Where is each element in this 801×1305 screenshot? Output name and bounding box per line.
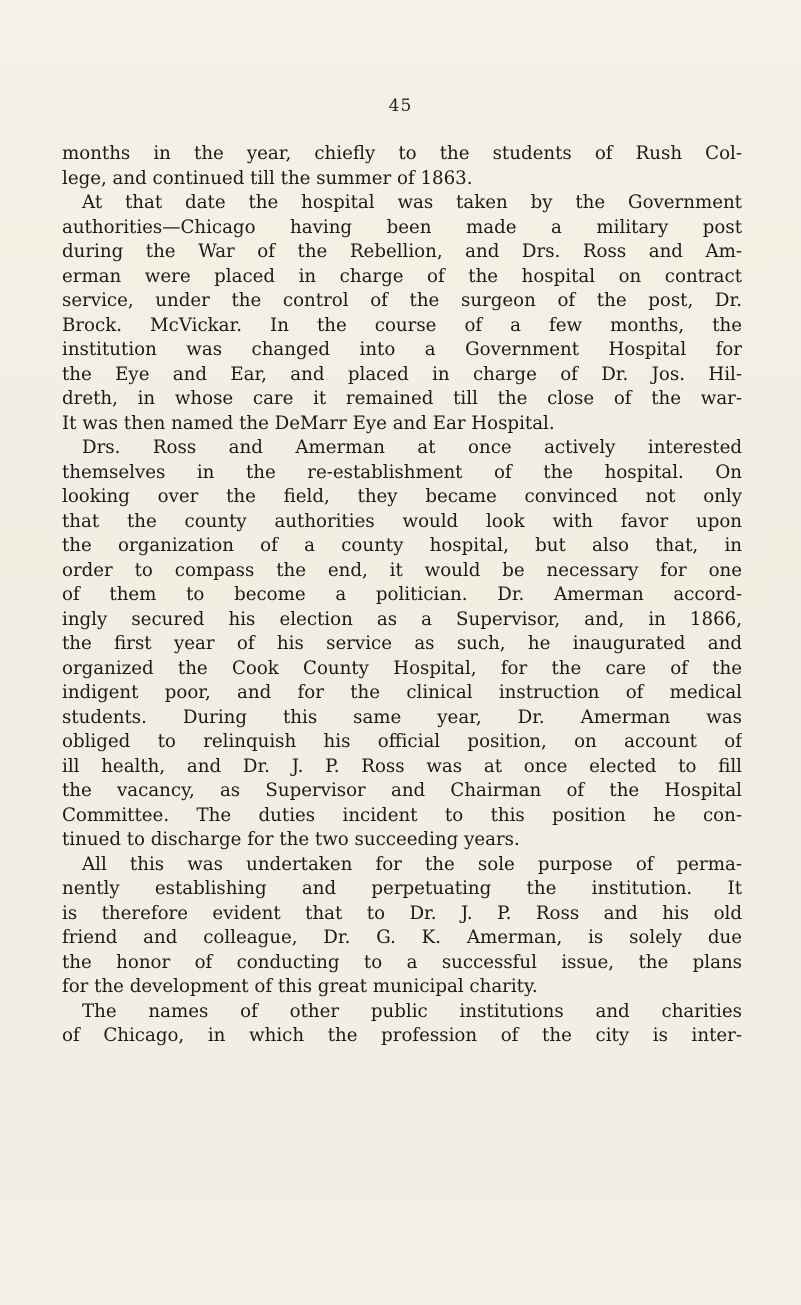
text-line: friend and colleague, Dr. G. K. Amerman, is solely due	[62, 927, 742, 948]
text-line: the organization of a county hospital, but also that, in	[62, 535, 742, 556]
text-line: organized the Cook County Hospital, for the care of the	[62, 657, 742, 679]
text-line: is therefore evident that to Dr. J. P. Ross and his old	[62, 902, 742, 924]
text-line: Committee. The duties incident to this position he con-	[62, 804, 742, 826]
text-line: the first year of his service as such, he inaugurated and	[62, 633, 742, 654]
text-line: authorities—Chicago having been made a military post	[62, 216, 742, 238]
text-line: looking over the field, they became convinced not only	[62, 486, 742, 507]
text-line: Brock. McVickar. In the course of a few months, the	[62, 314, 742, 336]
text-line: dreth, in whose care it remained till the close of the war-	[62, 388, 742, 409]
body-text	[62, 142, 742, 1049]
text-line: months in the year, chiefly to the students of Rush Col-	[62, 143, 742, 164]
text-line: lege, and continued till the summer of 1863.	[62, 167, 473, 189]
text-line: ingly secured his election as a Supervisor, and, in 1866,	[62, 608, 742, 630]
text-line: nently establishing and perpetuating the institution. It	[62, 878, 742, 899]
text-line: themselves in the re-establishment of the hospital. On	[62, 461, 742, 483]
text-line: All this was undertaken for the sole purpose of perma-	[82, 853, 742, 875]
text-line: The names of other public institutions and charities	[82, 1000, 742, 1022]
text-line: service, under the control of the surgeon of the post, Dr.	[62, 290, 742, 311]
text-line: tinued to discharge for the two succeeding years.	[62, 829, 520, 850]
text-line: the Eye and Ear, and placed in charge of Dr. Jos. Hil-	[62, 363, 742, 385]
text-line: of them to become a politician. Dr. Amerman accord-	[62, 584, 742, 605]
text-line: for the development of this great municipal charity.	[62, 976, 538, 997]
text-line: during the War of the Rebellion, and Drs. Ross and Am-	[62, 241, 742, 262]
text-line: It was then named the DeMarr Eye and Ear Hospital.	[62, 412, 555, 434]
text-line: erman were placed in charge of the hospital on contract	[62, 265, 742, 287]
text-line: the vacancy, as Supervisor and Chairman of the Hospital	[62, 780, 742, 801]
text-line: institution was changed into a Government Hospital for	[62, 339, 742, 360]
text-line: obliged to relinquish his official position, on account of	[62, 731, 742, 752]
text-line: of Chicago, in which the profession of the city is inter-	[62, 1025, 742, 1046]
text-line: Drs. Ross and Amerman at once actively interested	[82, 437, 742, 458]
text-line: ill health, and Dr. J. P. Ross was at once elected to fill	[62, 755, 742, 777]
text-line: that the county authorities would look with favor upon	[62, 510, 742, 532]
text-line: At that date the hospital was taken by the Government	[82, 192, 742, 213]
text-line: the honor of conducting to a successful issue, the plans	[62, 951, 742, 973]
text-line: indigent poor, and for the clinical instruction of medical	[62, 682, 742, 703]
text-line: order to compass the end, it would be necessary for one	[62, 559, 742, 581]
page-number: 45	[388, 96, 413, 116]
text-line: students. During this same year, Dr. Amerman was	[62, 706, 742, 728]
